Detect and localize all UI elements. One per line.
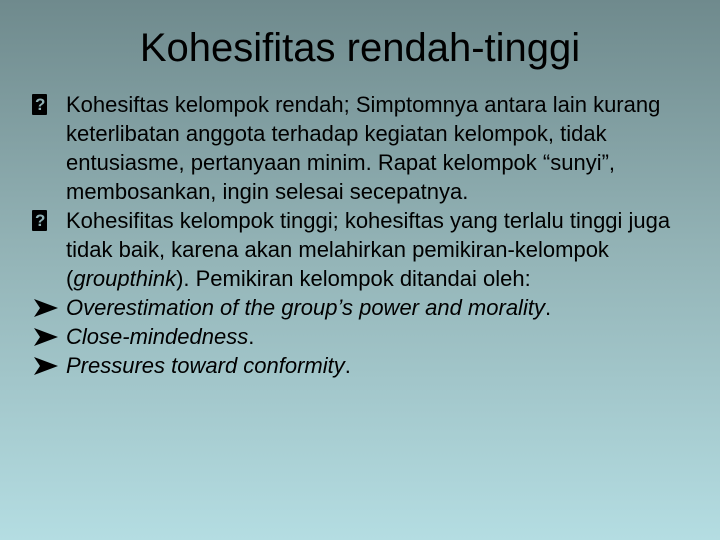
bullet-text-before: Kohesifitas kelompok tinggi; kohesiftas yang terlalu tinggi juga tidak baik, karena akan melahirkan pemikiran-kelompok (	[66, 208, 671, 291]
arrow-item-text: Overestimation of the group’s power and morality	[66, 295, 545, 320]
bullet-text-after: ). Pemikiran kelompok ditandai oleh:	[176, 266, 531, 291]
arrow-item-suffix: .	[344, 353, 351, 378]
arrowhead-icon	[32, 355, 62, 377]
bullet-text-italic: groupthink	[73, 266, 177, 291]
arrow-item-overestimation	[32, 293, 692, 322]
arrow-item-close-mindedness	[32, 322, 692, 351]
arrow-item-text: Pressures toward conformity	[66, 353, 345, 378]
arrow-item-text: Close-mindedness	[66, 324, 249, 349]
replacement-char-icon	[32, 90, 66, 122]
replacement-char-icon	[32, 206, 66, 238]
arrowhead-icon	[32, 326, 62, 348]
bullet-text: Kohesiftas kelompok rendah; Simptomnya antara lain kurang keterlibatan anggota terhadap kegiatan kelompok, tidak entusiasme, pertanyaan minim. Rapat kelompok “sunyi”, membosankan, ingin selesai secepatnya.	[66, 92, 661, 204]
bullet-item-high-cohesion	[32, 206, 692, 293]
slide-title: Kohesifitas rendah-tinggi	[139, 26, 581, 70]
arrow-item-suffix: .	[248, 324, 255, 349]
slide-body	[32, 90, 692, 380]
arrowhead-icon	[32, 297, 62, 319]
bullet-item-low-cohesion	[32, 90, 692, 206]
arrow-item-suffix: .	[544, 295, 552, 320]
arrow-item-conformity	[32, 351, 692, 380]
